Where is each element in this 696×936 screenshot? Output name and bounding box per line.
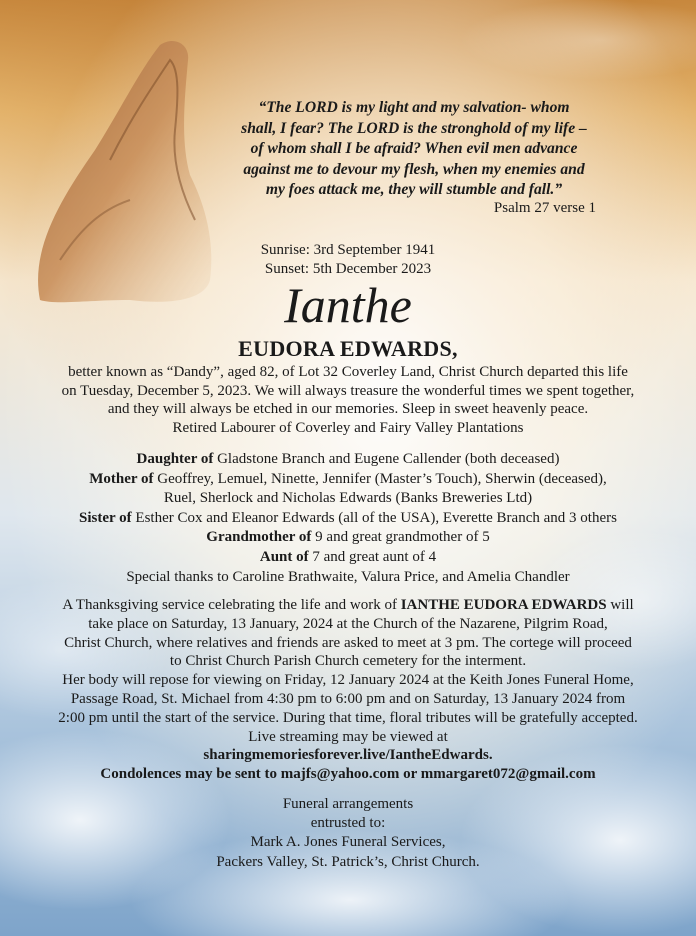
scripture-verse xyxy=(228,98,600,201)
intro-line: on Tuesday, December 5, 2023. We will always treasure the wonderful times we spent together, xyxy=(61,382,635,399)
arrangements-line: Funeral arrangements xyxy=(282,796,414,812)
service-line-1 xyxy=(0,596,696,615)
daughter-line xyxy=(0,450,696,470)
verse-line: shall, I fear? The LORD is the stronghold of my life – xyxy=(241,119,587,137)
intro-paragraph xyxy=(0,363,696,437)
intro-line: better known as “Dandy”, aged 82, of Lot 32 Coverley Land, Christ Church departed this life xyxy=(68,364,628,380)
condolences-line: Condolences may be sent to majfs@yahoo.com or mmargaret072@gmail.com xyxy=(100,766,596,783)
service-section xyxy=(0,596,696,784)
arrangements-line: Mark A. Jones Funeral Services, xyxy=(250,834,446,851)
verse-line: “The LORD is my light and my salvation- whom xyxy=(258,99,570,116)
mother-line xyxy=(0,470,696,490)
grandmother-text: 9 and great grandmother of 5 xyxy=(311,529,490,546)
service-line: Christ Church, where relatives and friends are asked to meet at 3 pm. The cortege will proceed xyxy=(64,634,632,651)
service-line: Live streaming may be viewed at xyxy=(248,728,448,745)
daughter-text: Gladstone Branch and Eugene Callender (both deceased) xyxy=(213,451,560,467)
service-text: will xyxy=(606,597,634,613)
service-line: 2:00 pm until the start of the service. During that time, floral tributes will be gratefully accepted. xyxy=(58,709,638,726)
sunrise-date: Sunrise: 3rd September 1941 xyxy=(260,242,436,258)
sister-label: Sister of xyxy=(79,509,132,526)
intro-line: and they will always be etched in our memories. Sleep in sweet heavenly peace. xyxy=(107,401,589,418)
life-dates xyxy=(238,241,458,279)
full-name: EUDORA EDWARDS, xyxy=(238,336,458,361)
intro-line: Retired Labourer of Coverley and Fairy Valley Plantations xyxy=(172,419,524,436)
sister-line xyxy=(0,509,696,529)
daughter-label: Daughter of xyxy=(136,451,214,467)
arrangements-line: entrusted to: xyxy=(310,815,386,832)
grandmother-label: Grandmother of xyxy=(206,529,312,546)
family-section xyxy=(0,450,696,587)
verse-line: against me to devour my flesh, when my enemies and xyxy=(243,160,585,178)
mother-label: Mother of xyxy=(89,470,154,487)
mother-line-2: Ruel, Sherlock and Nicholas Edwards (Banks Breweries Ltd) xyxy=(163,490,533,507)
aunt-line xyxy=(0,548,696,568)
first-name: Ianthe xyxy=(284,277,412,333)
service-line: take place on Saturday, 13 January, 2024 at the Church of the Nazarene, Pilgrim Road, xyxy=(88,615,608,632)
sunset-date: Sunset: 5th December 2023 xyxy=(264,261,432,277)
service-line: to Christ Church Parish Church cemetery for the interment. xyxy=(169,653,527,670)
sister-text: Esther Cox and Eleanor Edwards (all of the USA), Everette Branch and 3 others xyxy=(131,509,617,526)
verse-line: of whom shall I be afraid? When evil men advance xyxy=(250,140,578,157)
verse-reference: Psalm 27 verse 1 xyxy=(493,200,596,216)
mother-text: Geoffrey, Lemuel, Ninette, Jennifer (Master’s Touch), Sherwin (deceased), xyxy=(153,470,607,487)
grandmother-line xyxy=(0,528,696,548)
aunt-text: 7 and great aunt of 4 xyxy=(308,548,437,565)
arrangements-line: Packers Valley, St. Patrick’s, Christ Church. xyxy=(216,853,480,870)
service-line: Passage Road, St. Michael from 4:30 pm to 6:00 pm and on Saturday, 13 January 2024 from xyxy=(70,690,626,707)
service-text: A Thanksgiving service celebrating the life and work of xyxy=(62,597,401,613)
service-line: Her body will repose for viewing on Friday, 12 January 2024 at the Keith Jones Funeral Home, xyxy=(62,672,634,689)
verse-line: my foes attack me, they will stumble and fall.” xyxy=(265,181,563,198)
thanks-line: Special thanks to Caroline Brathwaite, Valura Price, and Amelia Chandler xyxy=(126,568,570,585)
stream-link[interactable]: sharingmemoriesforever.live/IantheEdwards. xyxy=(203,747,493,764)
funeral-arrangements xyxy=(0,795,696,872)
aunt-label: Aunt of xyxy=(259,548,309,565)
service-name: IANTHE EUDORA EDWARDS xyxy=(400,597,607,613)
